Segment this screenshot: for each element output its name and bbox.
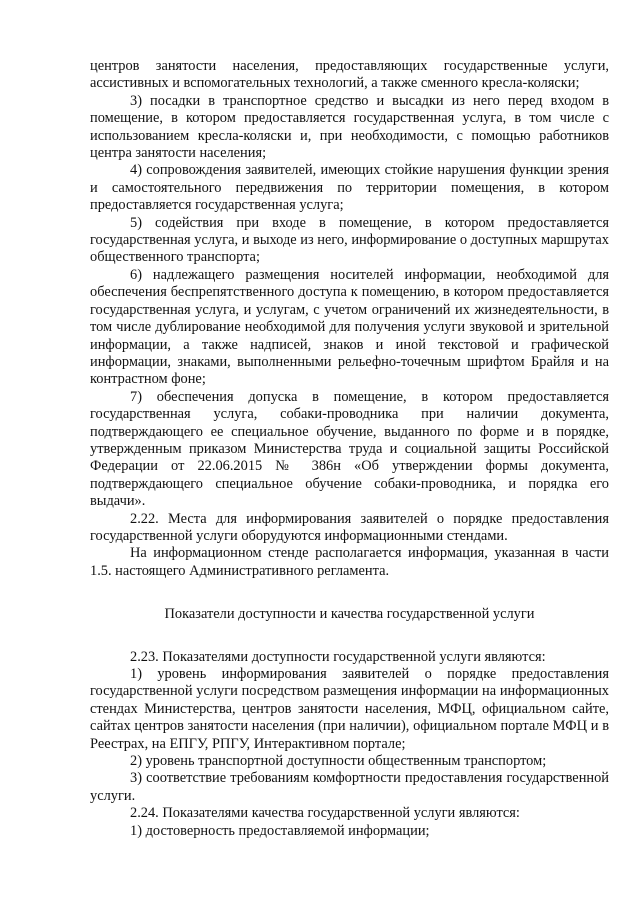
- clause-2-22: 2.22. Места для информирования заявителей о порядке предоставления государственной услуги оборудуются информационными стендами.: [90, 510, 609, 544]
- info-stand-paragraph: На информационном стенде располагается информация, указанная в части 1.5. настоящего Административного регламента.: [90, 545, 609, 579]
- list-item-3: 3) посадки в транспортное средство и высадки из него перед входом в помещение, в котором предоставляется государственная услуга, в том числе с использованием кресла-коляски и, при необходимости, с помощью работников центра занятости населения;: [90, 92, 609, 162]
- list-item-6: 6) надлежащего размещения носителей информации, необходимой для обеспечения беспрепятственного доступа к помещению, в котором предоставляется государственная услуга, и услугам, с учетом ограничений их жизнедеятельности, в том числе дублирование необходимой для получения услуги звуковой и зрительной информации, а также надписей, знаков и иной текстовой и графической информации, знаками, выполненными рельефно-точечным шрифтом Брайля и на контрастном фоне;: [90, 266, 609, 388]
- list-item-7: 7) обеспечения допуска в помещение, в котором предоставляется государственная услуга, собаки-проводника при наличии документа, подтверждающего ее специальное обучение, выданного по форме и в порядке, утвержденным приказом Министерства труда и социальной защиты Российской Федерации от 22.06.2015 № 386н «Об утверждении формы документа, подтверждающего специальное обучение собаки-проводника, и порядка его выдачи».: [90, 388, 609, 510]
- accessibility-item-3: 3) соответствие требованиям комфортности предоставления государственной услуги.: [90, 770, 609, 804]
- section-heading: Показатели доступности и качества государственной услуги: [164, 606, 535, 623]
- list-item-5: 5) содействия при входе в помещение, в котором предоставляется государственная услуга, и выходе из него, информирование о доступных маршрутах общественного транспорта;: [90, 214, 609, 266]
- list-item-4: 4) сопровождения заявителей, имеющих стойкие нарушения функции зрения и самостоятельного передвижения по территории помещения, в котором предоставляется государственная услуга;: [90, 162, 609, 214]
- quality-item-1: 1) достоверность предоставляемой информации;: [130, 822, 430, 839]
- paragraph-continuation: центров занятости населения, предоставляющих государственные услуги, ассистивных и вспомогательных технологий, а также сменного кресла-коляски;: [90, 58, 609, 92]
- clause-2-24: 2.24. Показателями качества государственной услуги являются:: [130, 805, 520, 822]
- accessibility-item-1: 1) уровень информирования заявителей о порядке предоставления государственной услуги посредством размещения информации на информационных стендах Министерства, центров занятости населения, МФЦ, официальном сайте, сайтах центров занятости населения (при наличии), официальном портале МФЦ и в Реестрах, на ЕПГУ, РПГУ, Интерактивном портале;: [90, 666, 609, 752]
- accessibility-item-2: 2) уровень транспортной доступности общественным транспортом;: [130, 753, 547, 770]
- document-page: [90, 58, 609, 840]
- clause-2-23: 2.23. Показателями доступности государственной услуги являются:: [130, 648, 546, 665]
